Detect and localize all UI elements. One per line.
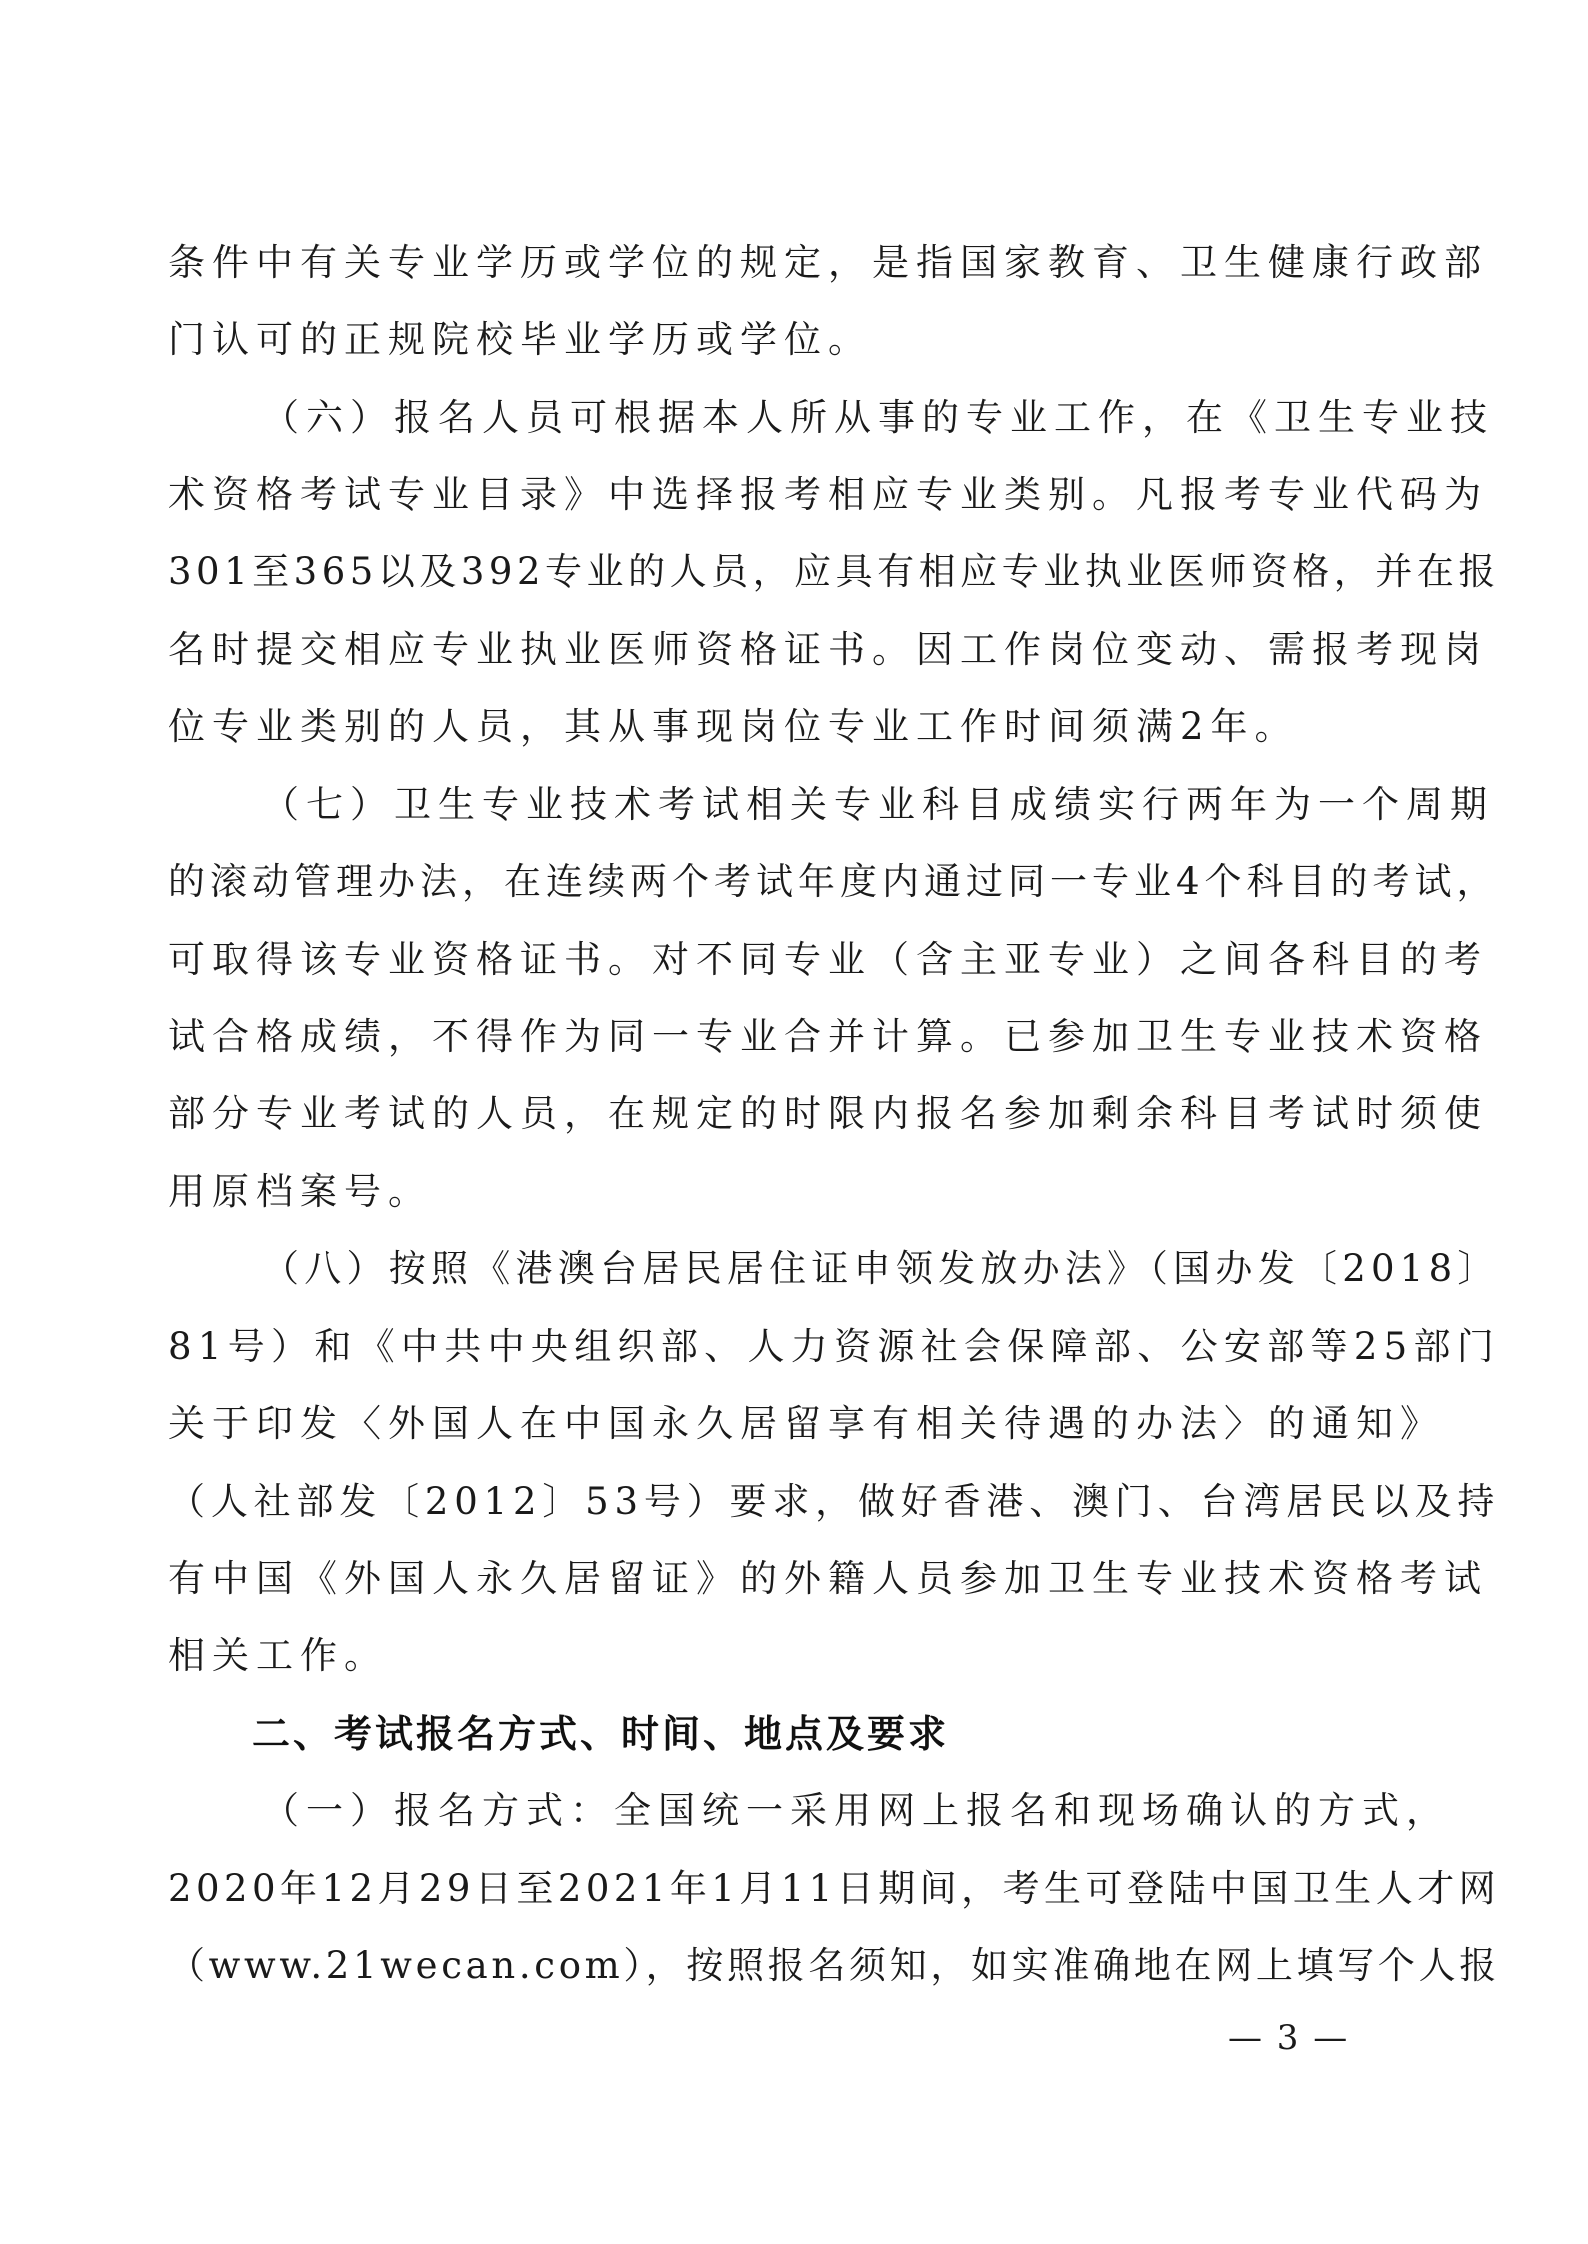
text-line: 关于印发〈外国人在中国永久居留享有相关待遇的办法〉的通知》 [168, 1402, 1444, 1445]
text-line: （www.21wecan.com），按照报名须知，如实准确地在网上填写个人报 [168, 1944, 1500, 1987]
text-line: 试合格成绩，不得作为同一专业合并计算。已参加卫生专业技术资格 [168, 1015, 1488, 1058]
text-line: 部分专业考试的人员，在规定的时限内报名参加剩余科目考试时须使 [168, 1092, 1488, 1135]
subsection-1-line: （一）报名方式：全国统一采用网上报名和现场确认的方式， [262, 1789, 1450, 1832]
text-line: 条件中有关专业学历或学位的规定，是指国家教育、卫生健康行政部 [168, 241, 1488, 284]
text-line: 门认可的正规院校毕业学历或学位。 [168, 318, 872, 361]
paragraph-8-line: （八）按照《港澳台居民居住证申领发放办法》（国办发〔2018〕 [262, 1247, 1500, 1290]
paragraph-7-line: （七）卫生专业技术考试相关专业科目成绩实行两年为一个周期 [262, 783, 1494, 826]
text-line: 相关工作。 [168, 1634, 388, 1677]
text-line: 名时提交相应专业执业医师资格证书。因工作岗位变动、需报考现岗 [168, 628, 1488, 671]
text-line: 的滚动管理办法，在连续两个考试年度内通过同一专业4个科目的考试， [168, 860, 1499, 903]
section-heading: 二、考试报名方式、时间、地点及要求 [252, 1712, 950, 1756]
text-line: 用原档案号。 [168, 1170, 432, 1213]
text-line: 301至365以及392专业的人员，应具有相应专业执业医师资格，并在报 [168, 550, 1500, 593]
text-line: 有中国《外国人永久居留证》的外籍人员参加卫生专业技术资格考试 [168, 1557, 1488, 1600]
paragraph-6-line: （六）报名人员可根据本人所从事的专业工作，在《卫生专业技 [262, 396, 1494, 439]
text-line: 可取得该专业资格证书。对不同专业（含主亚专业）之间各科目的考 [168, 938, 1488, 981]
text-line: 2020年12月29日至2021年1月11日期间，考生可登陆中国卫生人才网 [168, 1867, 1501, 1910]
page-number: — 3 — [1228, 2018, 1350, 2058]
text-line: 位专业类别的人员，其从事现岗位专业工作时间须满2年。 [168, 705, 1299, 748]
text-line: 81号）和《中共中央组织部、人力资源社会保障部、公安部等25部门 [168, 1325, 1501, 1368]
text-line: （人社部发〔2012〕53号）要求，做好香港、澳门、台湾居民以及持 [168, 1480, 1501, 1523]
text-line: 术资格考试专业目录》中选择报考相应专业类别。凡报考专业代码为 [168, 473, 1488, 516]
